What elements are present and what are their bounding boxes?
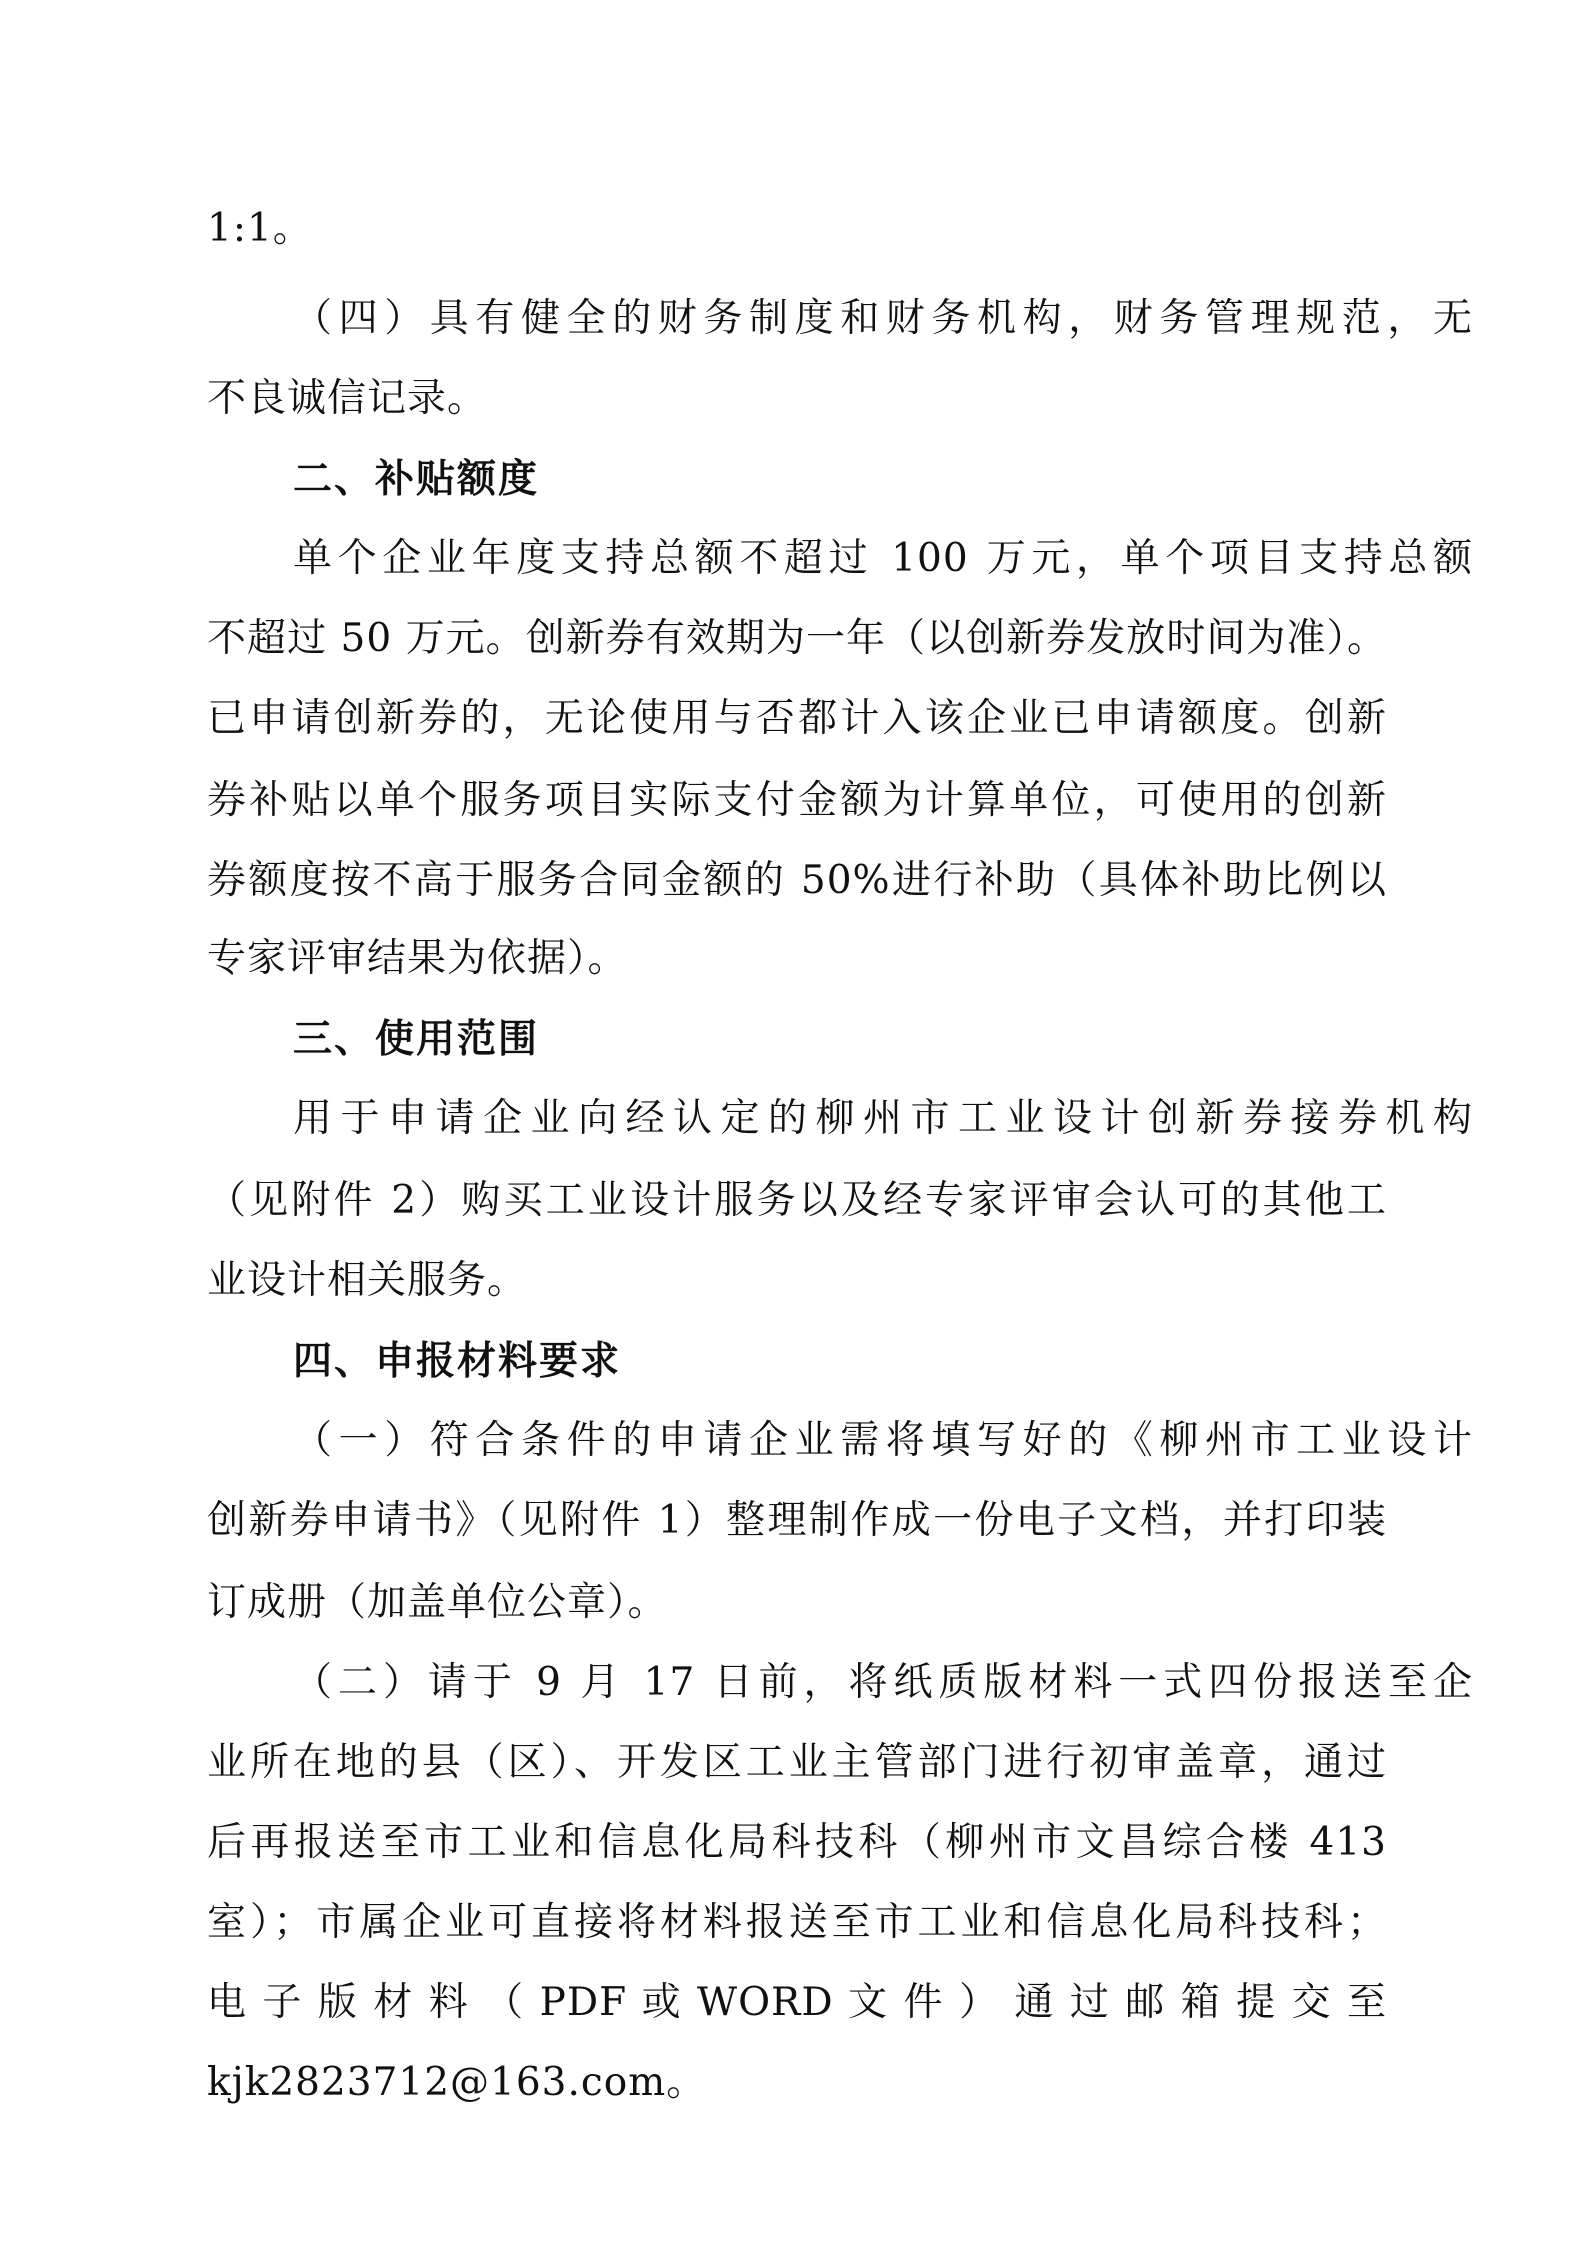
section-heading: 三、使用范围 (293, 1016, 540, 1062)
text-line: 室）；市属企业可直接将材料报送至市工业和信息化局科技科； (207, 1900, 1387, 1945)
text-line: 券补贴以单个服务项目实际支付金额为计算单位，可使用的创新 (207, 778, 1387, 823)
text-line: （二）请于 9 月 17 日前，将纸质版材料一式四份报送至企 (293, 1660, 1473, 1705)
text-line: （四）具有健全的财务制度和财务机构，财务管理规范，无 (293, 296, 1473, 341)
email-address-line: kjk2823712@163.com。 (207, 2060, 707, 2105)
text-line: 用于申请企业向经认定的柳州市工业设计创新券接券机构 (293, 1096, 1473, 1141)
text-line: 电 子 版 材 料 （ PDF 或 WORD 文 件 ） 通 过 邮 箱 提 交 至 (207, 1980, 1387, 2025)
text-line: 1:1。 (207, 206, 313, 251)
text-line: 单个企业年度支持总额不超过 100 万元，单个项目支持总额 (293, 536, 1473, 581)
text-line: 专家评审结果为依据）。 (207, 936, 628, 981)
text-line: 不超过 50 万元。创新券有效期为一年（以创新券发放时间为准）。 (207, 616, 1387, 661)
section-heading: 四、申报材料要求 (293, 1338, 622, 1384)
text-line: （一）符合条件的申请企业需将填写好的《柳州市工业设计 (293, 1418, 1473, 1463)
text-line: 业所在地的县（区）、开发区工业主管部门进行初审盖章，通过 (207, 1740, 1387, 1785)
section-heading: 二、补贴额度 (293, 456, 540, 502)
text-line: 不良诚信记录。 (207, 376, 488, 421)
text-line: 业设计相关服务。 (207, 1258, 528, 1303)
text-line: 订成册（加盖单位公章）。 (207, 1580, 668, 1625)
text-line: 后再报送至市工业和信息化局科技科（柳州市文昌综合楼 413 (207, 1820, 1387, 1865)
text-line: 券额度按不高于服务合同金额的 50%进行补助（具体补助比例以 (207, 858, 1387, 903)
text-line: （见附件 2）购买工业设计服务以及经专家评审会认可的其他工 (207, 1178, 1387, 1223)
text-line: 创新券申请书》（见附件 1）整理制作成一份电子文档，并打印装 (207, 1498, 1387, 1543)
text-line: 已申请创新券的，无论使用与否都计入该企业已申请额度。创新 (207, 696, 1387, 741)
